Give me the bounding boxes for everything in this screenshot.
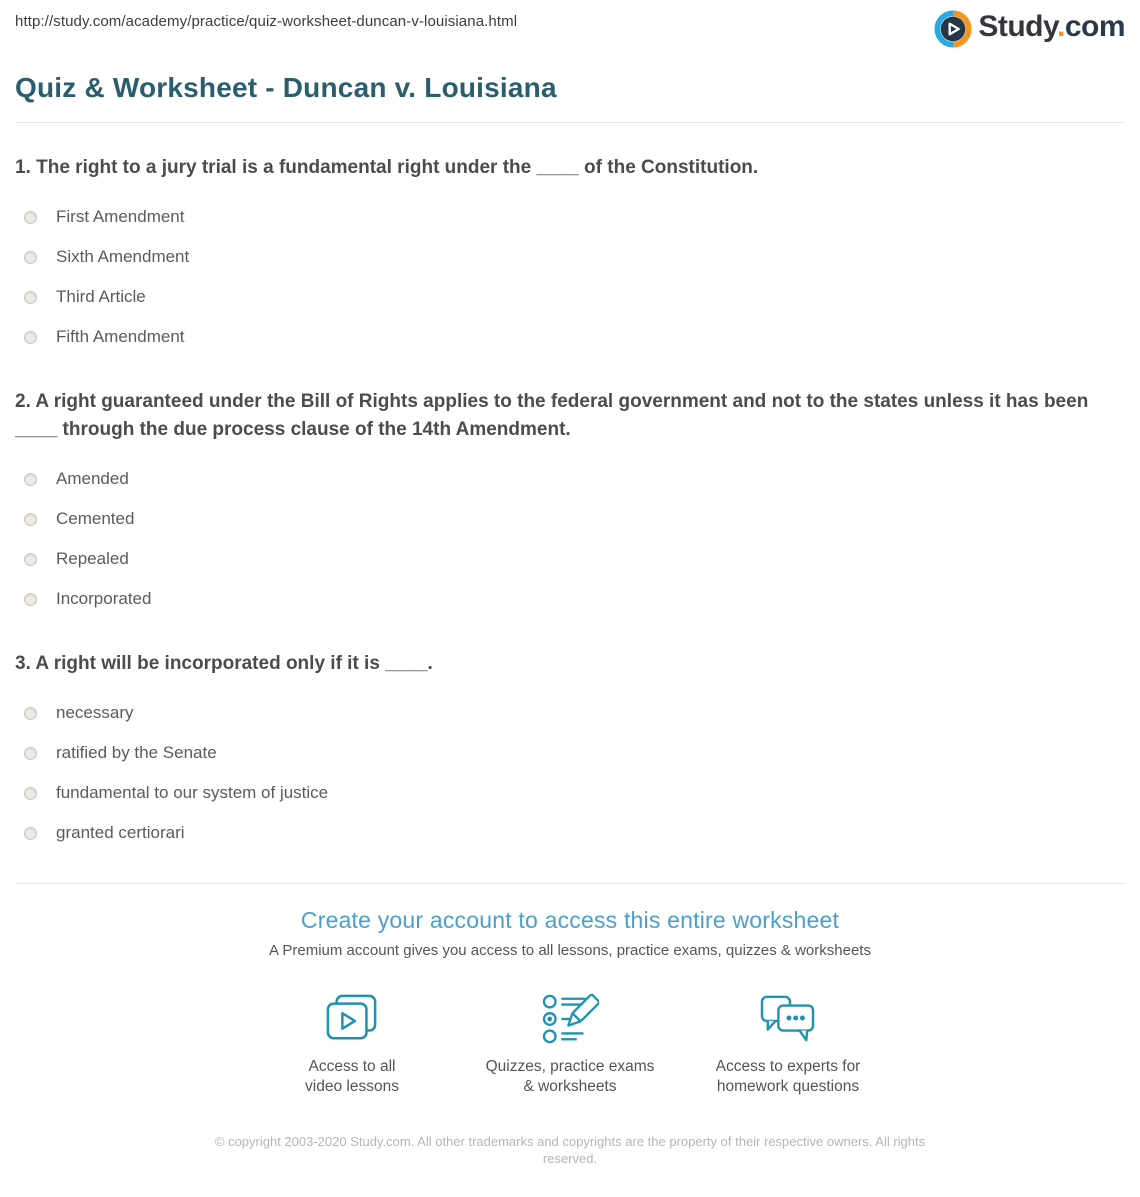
- page-title: Quiz & Worksheet - Duncan v. Louisiana: [15, 72, 557, 103]
- quizzes-worksheets-icon: [461, 993, 679, 1045]
- header: [15, 0, 1125, 48]
- option-row[interactable]: [15, 579, 1125, 619]
- studycom-logo[interactable]: [934, 10, 1125, 48]
- radio-button[interactable]: [24, 513, 37, 526]
- options-group: [15, 693, 1125, 853]
- option-label[interactable]: granted certiorari: [56, 823, 185, 842]
- feature-caption-line: homework questions: [716, 1078, 860, 1095]
- option-row[interactable]: [15, 237, 1125, 277]
- option-row[interactable]: [15, 317, 1125, 357]
- option-row[interactable]: [15, 693, 1125, 733]
- option-label[interactable]: Amended: [56, 469, 129, 488]
- feature-experts-chat: [679, 993, 897, 1097]
- question-block-1: [15, 154, 1125, 357]
- radio-button[interactable]: [24, 331, 37, 344]
- option-row[interactable]: [15, 277, 1125, 317]
- option-label[interactable]: Incorporated: [56, 589, 152, 608]
- options-group: [15, 197, 1125, 357]
- radio-button[interactable]: [24, 747, 37, 760]
- feature-caption-line: Access to all: [308, 1058, 396, 1075]
- logo-word-com: com: [1064, 10, 1125, 43]
- radio-button[interactable]: [24, 787, 37, 800]
- option-row[interactable]: [15, 197, 1125, 237]
- option-row[interactable]: [15, 733, 1125, 773]
- feature-caption-line: Quizzes, practice exams: [485, 1058, 655, 1075]
- studycom-logo-text: [978, 12, 1125, 46]
- radio-button[interactable]: [24, 473, 37, 486]
- option-label[interactable]: Sixth Amendment: [56, 247, 190, 266]
- question-block-3: [15, 650, 1125, 853]
- feature-quizzes-worksheets: [461, 993, 679, 1097]
- cta-title: Create your account to access this entire worksheet: [300, 907, 840, 933]
- feature-caption: [461, 1057, 679, 1097]
- logo-dot: .: [1056, 10, 1065, 43]
- question-text: 1. The right to a jury trial is a fundamental right under the ____ of the Constitution.: [15, 157, 759, 178]
- option-row[interactable]: [15, 459, 1125, 499]
- video-lessons-icon: [243, 993, 461, 1045]
- option-label[interactable]: Fifth Amendment: [56, 327, 185, 346]
- option-row[interactable]: [15, 499, 1125, 539]
- option-label[interactable]: Repealed: [56, 549, 129, 568]
- options-group: [15, 459, 1125, 619]
- option-label[interactable]: Third Article: [56, 287, 146, 306]
- question-text: 3. A right will be incorporated only if it is ____.: [15, 653, 433, 674]
- option-row[interactable]: [15, 813, 1125, 853]
- feature-caption: [243, 1057, 461, 1097]
- option-label[interactable]: fundamental to our system of justice: [56, 783, 329, 802]
- feature-caption-line: & worksheets: [523, 1078, 617, 1095]
- copyright-notice: © copyright 2003-2020 Study.com. All other trademarks and copyrights are the property of their respective owners. All rights reserved.: [214, 1134, 926, 1166]
- radio-button[interactable]: [24, 827, 37, 840]
- feature-caption-line: Access to experts for: [715, 1058, 861, 1075]
- page-url: http://study.com/academy/practice/quiz-worksheet-duncan-v-louisiana.html: [15, 13, 518, 30]
- radio-button[interactable]: [24, 707, 37, 720]
- cta-divider: [15, 883, 1125, 884]
- feature-caption: [679, 1057, 897, 1097]
- option-label[interactable]: ratified by the Senate: [56, 743, 217, 762]
- features-row: [15, 993, 1125, 1097]
- radio-button[interactable]: [24, 553, 37, 566]
- option-row[interactable]: [15, 773, 1125, 813]
- cta-subtitle: A Premium account gives you access to all lessons, practice exams, quizzes & worksheets: [269, 942, 871, 959]
- question-block-2: [15, 388, 1125, 619]
- radio-button[interactable]: [24, 291, 37, 304]
- logo-word-study: Study: [978, 10, 1057, 43]
- option-label[interactable]: necessary: [56, 703, 134, 722]
- title-divider: [15, 122, 1125, 123]
- cta-section: [15, 907, 1125, 959]
- question-text: 2. A right guaranteed under the Bill of Rights applies to the federal government and not to the states unless it has been ____ through the due process clause of the 14th Amendment.: [15, 391, 1089, 440]
- option-label[interactable]: Cemented: [56, 509, 135, 528]
- feature-video-lessons: [243, 993, 461, 1097]
- experts-chat-icon: [679, 993, 897, 1045]
- option-row[interactable]: [15, 539, 1125, 579]
- studycom-logo-icon: [934, 10, 972, 48]
- option-label[interactable]: First Amendment: [56, 207, 185, 226]
- radio-button[interactable]: [24, 593, 37, 606]
- feature-caption-line: video lessons: [305, 1078, 399, 1095]
- radio-button[interactable]: [24, 211, 37, 224]
- radio-button[interactable]: [24, 251, 37, 264]
